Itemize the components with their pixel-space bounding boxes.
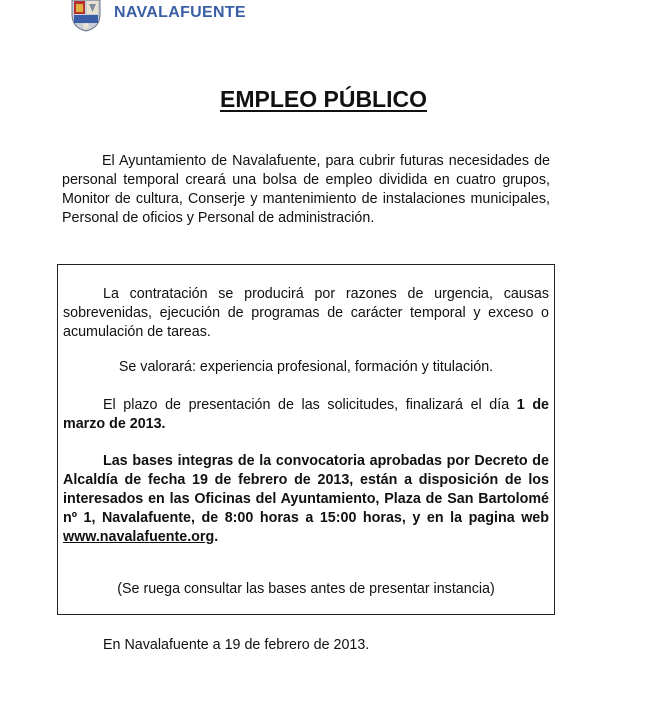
date-place-line: En Navalafuente a 19 de febrero de 2013. [103,637,370,653]
deadline-text: El plazo de presentación de las solicitudes, finalizará el día [103,397,517,413]
contract-paragraph: La contratación se producirá por razones de urgencia, causas sobrevenidas, ejecución de programas de carácter temporal y exceso o acumulación de tareas. [63,286,549,340]
intro-paragraph: El Ayuntamiento de Navalafuente, para cubrir futuras necesidades de personal temporal creará una bolsa de empleo dividida en cuatro grupos, Monitor de cultura, Conserje y mantenimiento de instalaciones municipales, Personal de oficios y Personal de administración. [62,153,550,226]
page-header [66,0,246,32]
bases-paragraph [63,452,549,547]
deadline-paragraph [63,396,549,434]
bases-suffix: . [214,529,219,545]
website-link[interactable]: www.navalafuente.org [63,529,215,545]
bases-text: Las bases integras de la convocatoria aprobadas por Decreto de Alcaldía de fecha 19 de febrero de 2013, están a disposición de los interesados en las Oficinas del Ayuntamiento, Plaza de San Bartolomé nº 1, Navalafuente, de 8:00 horas a 15:00 horas, y en la pagina web [63,453,549,526]
announcement-box [57,264,555,615]
valuation-paragraph: Se valorará: experiencia profesional, formación y titulación. [118,359,494,375]
deadline-date: 1 de marzo de 2013. [63,397,549,432]
page-title [0,86,647,113]
brand-name: NAVALAFUENTE [114,4,246,21]
page-title-text: EMPLEO PÚBLICO [219,86,427,112]
consult-note: (Se ruega consultar las bases antes de presentar instancia) [117,581,495,597]
coat-of-arms-icon [66,0,106,32]
